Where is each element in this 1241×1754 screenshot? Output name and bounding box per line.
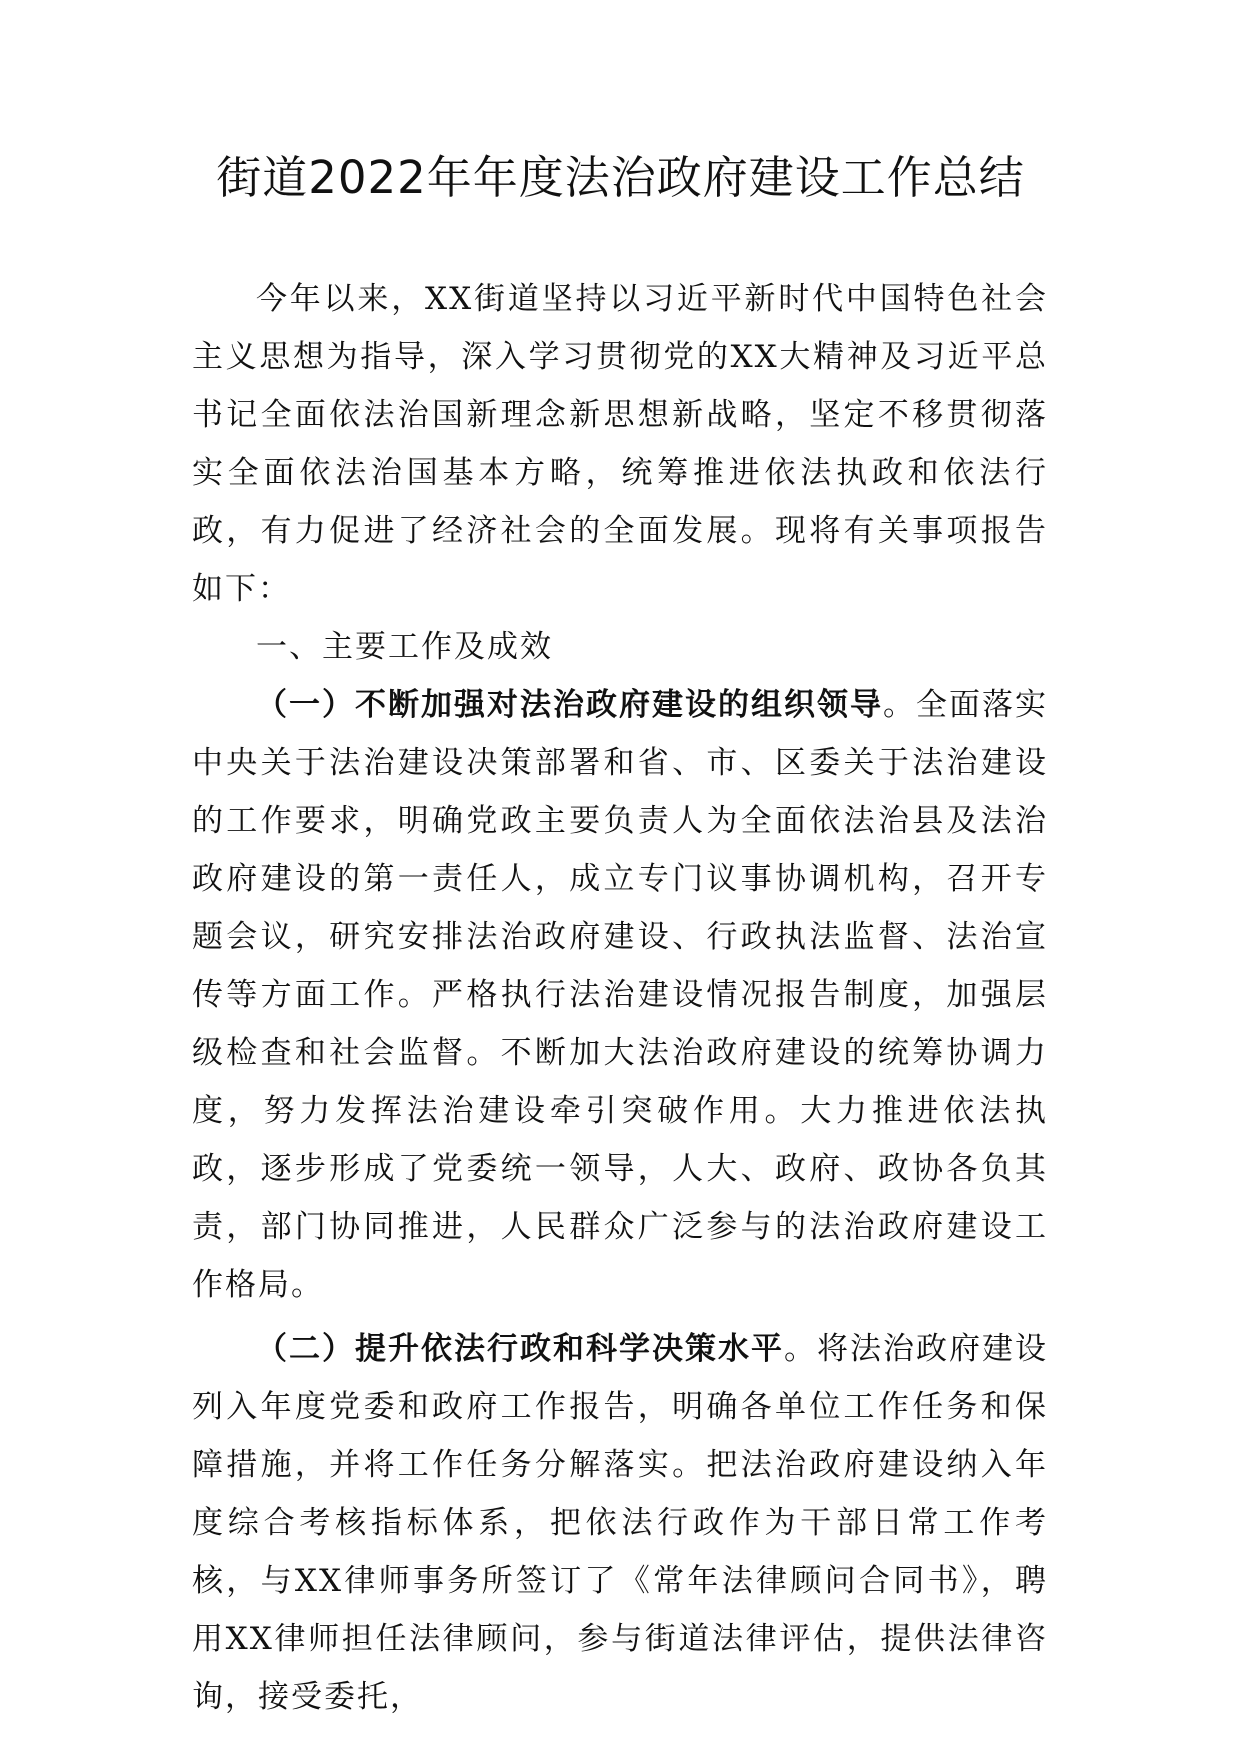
intro-paragraph: 今年以来，XX街道坚持以习近平新时代中国特色社会主义思想为指导，深入学习贯彻党的XX大精神及习近平总书记全面依法治国新理念新思想新战略，坚定不移贯彻落实全面依法治国基本方略，统筹推进依法执政和依法行政，有力促进了经济社会的全面发展。现将有关事项报告如下： bbox=[192, 281, 1048, 607]
document-title: 街道2022年年度法治政府建设工作总结 bbox=[216, 151, 1025, 204]
item-2-heading: （二）提升依法行政和科学决策水平 bbox=[256, 1331, 784, 1367]
item-1-paragraph bbox=[192, 676, 1048, 1314]
item-2-text: 。将法治政府建设列入年度党委和政府工作报告，明确各单位工作任务和保障措施，并将工作任务分解落实。把法治政府建设纳入年度综合考核指标体系，把依法行政作为干部日常工作考核，与XX律师事务所签订了《常年法律顾问合同书》，聘用XX律师担任法律顾问，参与街道法律评估，提供法律咨询，接受委托， bbox=[192, 1331, 1048, 1715]
section-heading: 一、主要工作及成效 bbox=[256, 629, 553, 665]
item-1-heading: （一）不断加强对法治政府建设的组织领导 bbox=[256, 687, 883, 723]
item-2-paragraph bbox=[192, 1320, 1048, 1726]
document-body bbox=[192, 270, 1048, 1726]
item-1-text: 。全面落实中央关于法治建设决策部署和省、市、区委关于法治建设的工作要求，明确党政主要负责人为全面依法治县及法治政府建设的第一责任人，成立专门议事协调机构，召开专题会议，研究安排法治政府建设、行政执法监督、法治宣传等方面工作。严格执行法治建设情况报告制度，加强层级检查和社会监督。不断加大法治政府建设的统筹协调力度，努力发挥法治建设牵引突破作用。大力推进依法执政，逐步形成了党委统一领导，人大、政府、政协各负其责，部门协同推进，人民群众广泛参与的法治政府建设工作格局。 bbox=[192, 687, 1048, 1303]
